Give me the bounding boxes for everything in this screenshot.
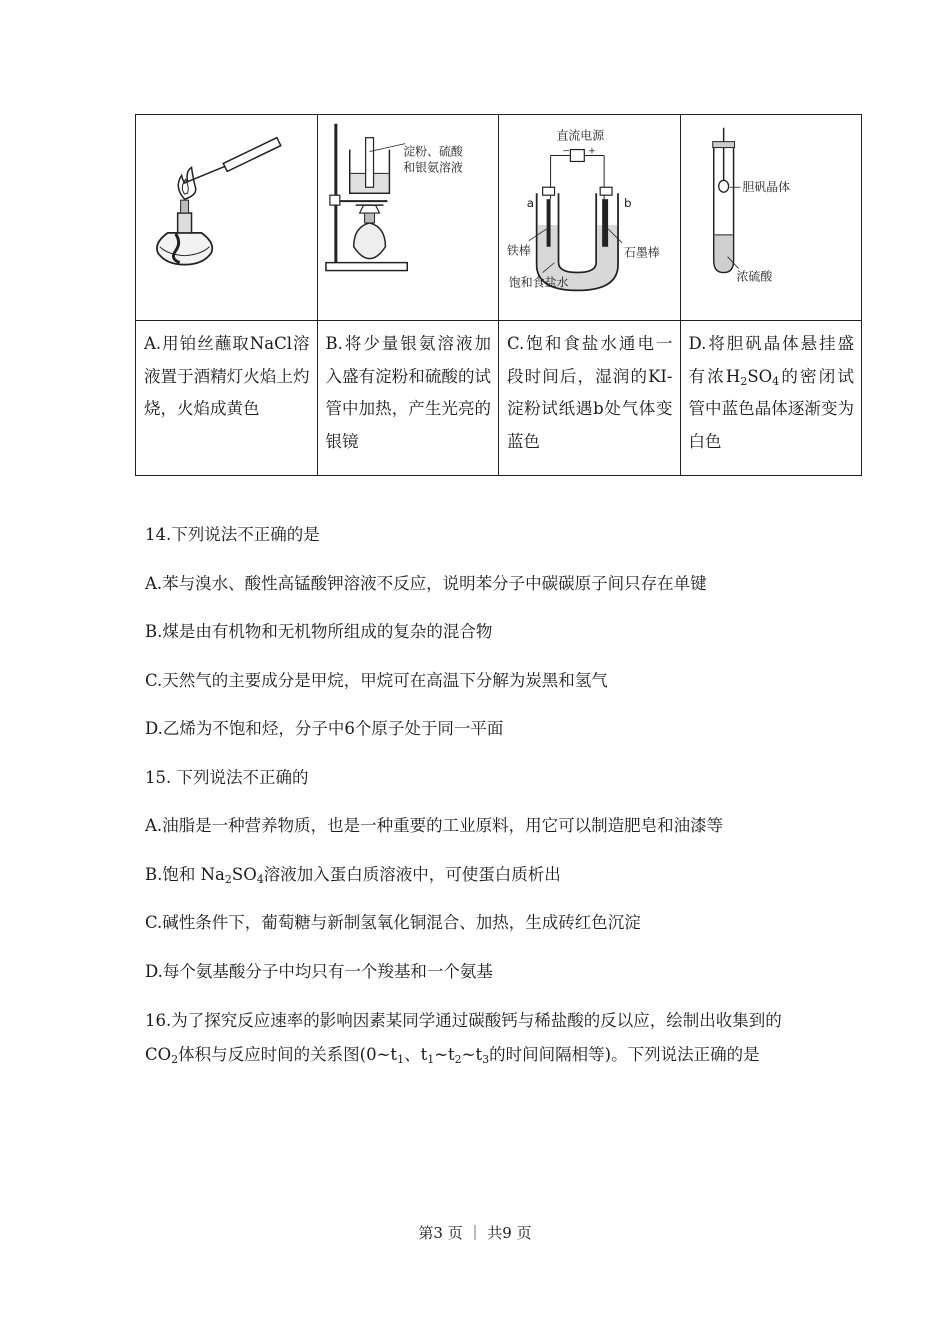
question-14-option-d: D.乙烯为不饱和烃，分子中6个原子处于同一平面 [145,719,504,738]
terminal-b-label: b [623,196,632,211]
figure-b-silver-mirror [317,115,499,321]
svg-text:+: + [588,146,596,157]
figure-b-label-1: 淀粉、硫酸 [402,144,463,159]
experiment-table [135,114,862,476]
question-15-stem: 15. 下列说法不正确的 [145,768,309,787]
figure-c-electrolysis [499,115,681,321]
alcohol-lamp-diagram [136,115,317,320]
iron-rod-label: 铁棒 [506,243,531,258]
question-15-option-b: B.饱和 $Na_2SO_4$溶液加入蛋白质溶液中，可使蛋白质析出 [145,865,561,886]
question-16-stem-line-2: $CO_2$体积与反应时间的关系图($0\sim t_1$、$t_1\sim t_2\sim t_3$的时间间隔相等)。下列说法正确的是 [145,1045,760,1066]
brine-label: 饱和食盐水 [508,275,569,290]
question-14-option-c: C.天然气的主要成分是甲烷，甲烷可在高温下分解为炭黑和氢气 [145,671,608,690]
question-14-option-b: B.煤是由有机物和无机物所组成的复杂的混合物 [145,622,493,641]
option-b-description: B.将少量银氨溶液加入盛有淀粉和硫酸的试管中加热，产生光亮的银镜 [317,321,499,476]
question-15-option-d: D.每个氨基酸分子中均只有一个羧基和一个氨基 [145,962,493,981]
figure-d-blue-vitriol [680,115,862,321]
electrolysis-diagram [499,115,680,320]
blue-vitriol-label: 胆矾晶体 [741,180,790,195]
question-14-stem: 14.下列说法不正确的是 [145,525,320,544]
question-14-option-a: A.苯与溴水、酸性高锰酸钾溶液不反应，说明苯分子中碳碳原子间只存在单键 [145,574,707,593]
question-16-stem-line-1: 16.为了探究反应速率的影响因素某同学通过碳酸钙与稀盐酸的反以应，绘制出收集到的 [145,1011,782,1030]
figure-a-flame-test [136,115,318,321]
power-supply-label: 直流电源 [556,128,605,143]
option-a-description: A.用铂丝蘸取NaCl溶液置于酒精灯火焰上灼烧，火焰成黄色 [136,321,318,476]
option-c-description: C.饱和食盐水通电一段时间后，湿润的KI-淀粉试纸遇b处气体变蓝色 [499,321,681,476]
blue-vitriol-diagram [681,115,862,320]
option-d-description: D.将胆矾晶体悬挂盛有浓$H_2SO_4$的密闭试管中蓝色晶体逐渐变为白色 [680,321,862,476]
graphite-rod-label: 石墨棒 [623,245,660,260]
silver-mirror-diagram [318,115,499,320]
page-footer: 第3 页 ｜ 共9 页 [418,1224,532,1242]
description-row [136,321,862,476]
svg-text:−: − [562,146,570,157]
figure-row [136,115,862,321]
question-15-option-c: C.碱性条件下，葡萄糖与新制氢氧化铜混合、加热，生成砖红色沉淀 [145,913,641,932]
figure-b-label-2: 和银氨溶液 [402,160,463,175]
sulfuric-acid-label: 浓硫酸 [736,269,772,284]
terminal-a-label: a [526,196,535,211]
question-15-option-a: A.油脂是一种营养物质，也是一种重要的工业原料，用它可以制造肥皂和油漆等 [145,816,724,835]
